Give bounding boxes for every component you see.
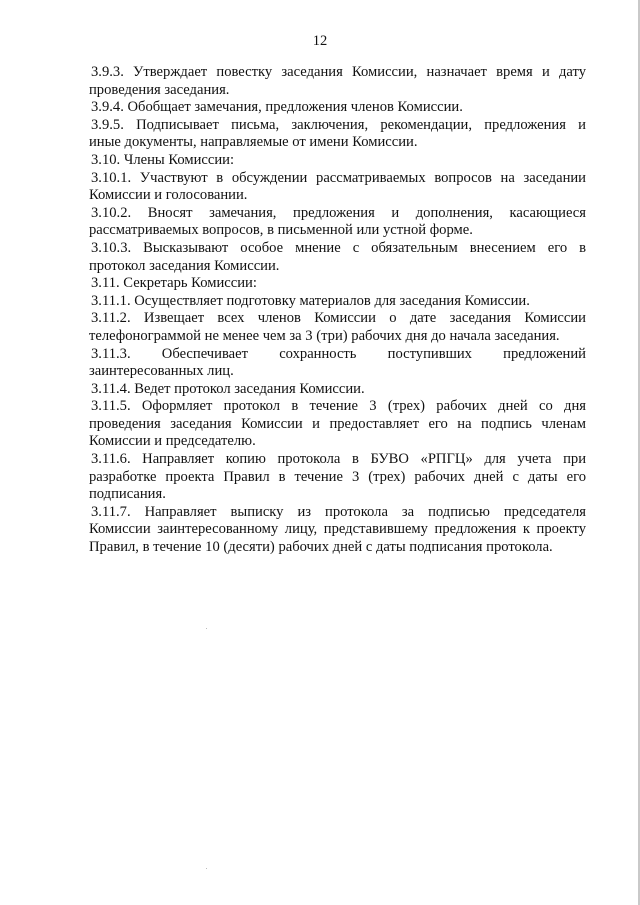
text-line: 3.11.3. Обеспечивает сохранность поступивших предложений: [91, 345, 586, 362]
text-line: Правил, в течение 10 (десяти) рабочих дней с даты подписания протокола.: [89, 539, 553, 556]
text-line: Комиссии и голосовании.: [89, 187, 248, 204]
text-line: заинтересованных лиц.: [89, 363, 234, 380]
text-line: 3.10.2. Вносят замечания, предложения и дополнения, касающиеся: [91, 204, 586, 221]
scan-speck: [206, 628, 207, 629]
scan-speck: [206, 868, 207, 869]
text-line: 3.11.7. Направляет выписку из протокола за подписью председателя: [91, 503, 586, 520]
text-line: 3.11.2. Извещает всех членов Комиссии о дате заседания Комиссии: [91, 310, 586, 327]
text-line: подписания.: [89, 486, 166, 503]
text-line: 3.11. Секретарь Комиссии:: [91, 275, 257, 292]
text-line: разработке проекта Правил в течение 3 (трех) рабочих дней с даты его: [89, 468, 586, 485]
page-number: 12: [312, 33, 328, 49]
text-line: 3.10.1. Участвуют в обсуждении рассматриваемых вопросов на заседании: [91, 169, 586, 186]
text-line: протокол заседания Комиссии.: [89, 257, 280, 274]
text-line: Комиссии и председателю.: [89, 433, 256, 450]
text-line: 3.10. Члены Комиссии:: [91, 151, 235, 168]
text-line: 3.9.4. Обобщает замечания, предложения членов Комиссии.: [91, 99, 463, 116]
text-line: 3.9.5. Подписывает письма, заключения, рекомендации, предложения и: [91, 116, 586, 133]
text-line: рассматриваемых вопросов, в письменной или устной форме.: [89, 222, 473, 239]
document-body: [89, 64, 586, 557]
text-line: 3.11.6. Направляет копию протокола в БУВО «РПГЦ» для учета при: [91, 451, 586, 468]
text-line: проведения заседания Комиссии и предоставляет его на подпись членам: [89, 415, 586, 432]
text-line: 3.11.5. Оформляет протокол в течение 3 (трех) рабочих дней со дня: [91, 398, 586, 415]
text-line: проведения заседания.: [89, 81, 230, 98]
text-line: 3.11.4. Ведет протокол заседания Комиссии.: [91, 380, 365, 397]
text-line: телефонограммой не менее чем за 3 (три) рабочих дня до начала заседания.: [89, 327, 560, 344]
text-line: Комиссии заинтересованному лицу, представившему предложения к проекту: [89, 521, 586, 538]
text-line: 3.10.3. Высказывают особое мнение с обязательным внесением его в: [91, 239, 586, 256]
text-line: 3.11.1. Осуществляет подготовку материалов для заседания Комиссии.: [91, 292, 530, 309]
text-line: 3.9.3. Утверждает повестку заседания Комиссии, назначает время и дату: [91, 64, 586, 80]
text-line: иные документы, направляемые от имени Комиссии.: [89, 134, 418, 151]
